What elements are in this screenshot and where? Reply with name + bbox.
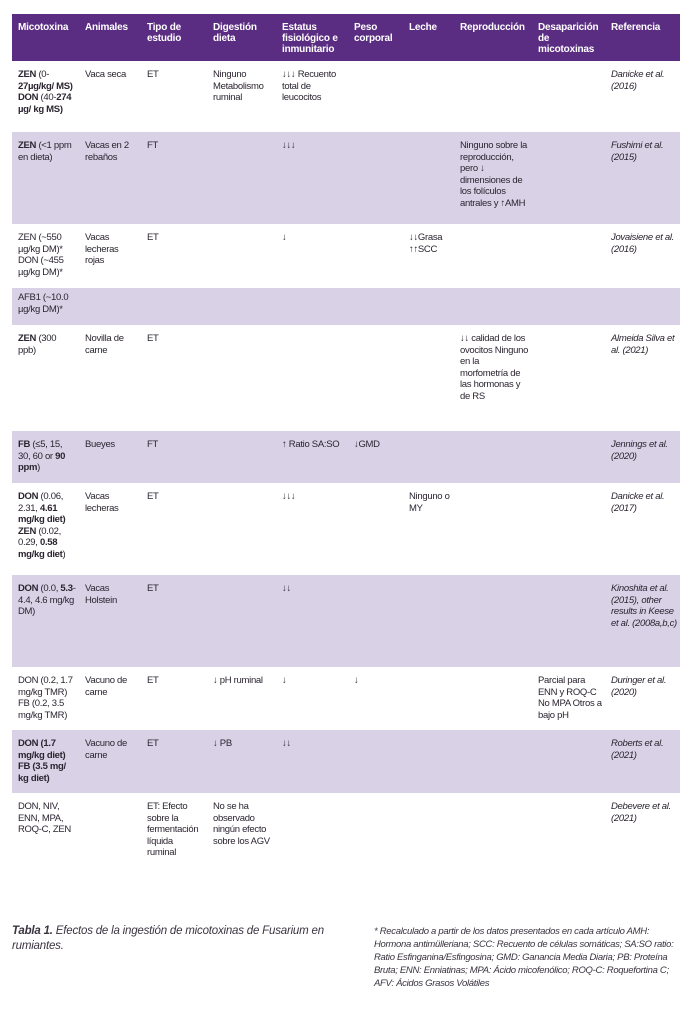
cell-reproduction: [454, 431, 532, 483]
cell-study: ET: [141, 575, 207, 667]
cell-status: ↓: [282, 232, 287, 243]
cell-study: FT: [141, 431, 207, 483]
cell-digestion: [207, 431, 276, 483]
mycotoxin-table-container: [12, 14, 680, 873]
cell-reference: Danicke et al. (2017): [611, 491, 665, 514]
text: -4.4, 4.6 mg/kg DM): [18, 583, 76, 617]
table-footnote: * Recalculado a partir de los datos presentados en cada artículo AMH: Hormona antimülleriana; SCC: Recuento de células somáticas; SA:SO ratio: Ratio Esfinganina/Esfingosina; GMD: Ganancia Media Diaria; PB: Proteína Bruta; ENN: Enniatinas; MPA: Ácido micofenólico; ROQ-C: Roquefortina C; AFV: Ácidos Grasos Volátiles: [374, 926, 674, 989]
cell-reference: Fushimi et al. (2015): [605, 132, 680, 224]
header-study-type: Tipo de estudio: [141, 14, 207, 61]
cell-study: ET: [147, 333, 159, 344]
cell-reference: Almeida Silva et al. (2021): [611, 333, 675, 356]
cell-study: ET: [147, 69, 159, 80]
cell-weight: [348, 730, 403, 793]
cell-milk: [403, 575, 454, 667]
cell-status: [276, 793, 348, 873]
bold-text: 90 ppm: [18, 450, 66, 473]
cell-weight: [348, 575, 403, 667]
cell-study: ET: [147, 232, 159, 243]
table-row: [12, 132, 680, 224]
cell-study: [141, 288, 207, 325]
header-milk: Leche: [403, 14, 454, 61]
cell-disappearance: [532, 224, 605, 288]
cell-reference: Jovaisiene et al. (2016): [611, 232, 675, 255]
cell-mycotoxin: [12, 132, 79, 224]
cell-digestion: [207, 483, 276, 575]
cell-reference: Duringer et al. (2020): [611, 675, 667, 698]
cell-milk: ↓↓Grasa ↑↑SCC: [409, 232, 443, 255]
cell-status: ↓↓↓: [282, 491, 296, 502]
text: (0.06, 2.31,: [18, 491, 64, 514]
table-row: [12, 793, 680, 873]
cell-reproduction: Ninguno sobre la reproducción, pero ↓ dimensiones de los folículos antrales y ↑AMH: [454, 132, 532, 224]
text: (0.0,: [38, 583, 61, 594]
cell-disappearance: [532, 575, 605, 667]
cell-weight: [348, 61, 403, 132]
caption-text: Efectos de la ingestión de micotoxinas de Fusarium en rumiantes.: [12, 925, 324, 952]
cell-weight: [348, 288, 403, 325]
cell-animals: Novilla de carne: [85, 333, 124, 356]
text: (≤5, 15, 30, 60 or: [18, 439, 63, 462]
table-row: [12, 288, 680, 325]
cell-mycotoxin: [12, 431, 79, 483]
header-mycotoxin-disappearance: Desaparición de micotoxinas: [532, 14, 605, 61]
bold-text: 0.58 mg/kg diet: [18, 537, 63, 560]
cell-disappearance: Parcial para ENN y ROQ-C No MPA Otros a bajo pH: [538, 675, 602, 721]
bold-text: ZEN: [18, 333, 37, 344]
cell-weight: [348, 132, 403, 224]
cell-reference: [605, 288, 680, 325]
cell-milk: Ninguno o MY: [409, 491, 450, 514]
cell-reproduction: [454, 793, 532, 873]
cell-milk: [403, 325, 454, 431]
cell-reference: Roberts et al. (2021): [605, 730, 680, 793]
text: ): [37, 462, 41, 473]
header-reference: Referencia: [605, 14, 680, 61]
cell-milk: [403, 730, 454, 793]
cell-animals: Bueyes: [79, 431, 141, 483]
cell-study: ET: [141, 730, 207, 793]
cell-reproduction: [454, 483, 532, 575]
table-row: [12, 61, 680, 132]
text: (0-: [36, 69, 50, 80]
cell-status: ↓↓: [276, 575, 348, 667]
cell-animals: Vacuno de carne: [79, 730, 141, 793]
table-row: [12, 575, 680, 667]
bold-text: 5.3: [60, 583, 73, 594]
mycotoxin-effects-table: [12, 14, 680, 873]
cell-reference: Debevere et al. (2021): [611, 801, 671, 824]
cell-study: ET: [147, 491, 159, 502]
table-row: [12, 483, 680, 575]
cell-mycotoxin: DON (1.7 mg/kg diet) FB (3.5 mg/ kg diet): [12, 730, 79, 793]
bold-text: DON: [18, 92, 39, 103]
bold-text: ZEN: [18, 69, 37, 80]
bold-text: 274: [56, 92, 72, 103]
text: (0.02, 0.29,: [18, 525, 61, 548]
cell-weight: ↓: [354, 675, 359, 686]
cell-digestion: [207, 288, 276, 325]
cell-status: [276, 288, 348, 325]
cell-reproduction: [454, 224, 532, 288]
cell-mycotoxin: ZEN (~550 µg/kg DM)* DON (~455 µg/kg DM)*: [18, 232, 64, 278]
cell-disappearance: [532, 793, 605, 873]
bold-text: DON: [18, 491, 39, 502]
cell-weight: [348, 483, 403, 575]
bold-text: µg/ kg MS): [18, 103, 63, 115]
table-row: [12, 431, 680, 483]
header-animals: Animales: [79, 14, 141, 61]
cell-reproduction: [454, 730, 532, 793]
cell-digestion: [207, 575, 276, 667]
cell-milk: [403, 288, 454, 325]
bold-text: 4.61 mg/kg diet) ZEN: [18, 502, 66, 537]
cell-disappearance: [532, 288, 605, 325]
header-mycotoxin: Micotoxina: [12, 14, 79, 61]
cell-disappearance: [532, 325, 605, 431]
cell-digestion: ↓ PB: [207, 730, 276, 793]
cell-study: FT: [141, 132, 207, 224]
bold-text: µg/kg/ MS): [27, 80, 73, 92]
cell-mycotoxin: [12, 325, 79, 431]
cell-mycotoxin: [12, 61, 79, 132]
table-caption: [12, 924, 332, 954]
table-row: [12, 667, 680, 730]
cell-status: ↓↓: [276, 730, 348, 793]
cell-reproduction: [454, 575, 532, 667]
cell-status: ↓↓↓: [276, 132, 348, 224]
cell-disappearance: [532, 730, 605, 793]
cell-digestion: ↓ pH ruminal: [213, 675, 263, 686]
cell-milk: [403, 667, 454, 730]
cell-weight: ↓GMD: [348, 431, 403, 483]
text: (40-: [38, 92, 57, 103]
cell-digestion: [207, 224, 276, 288]
text: (300 ppb): [18, 333, 57, 356]
header-physiological-status: Estatus fisiológico e inmunitario: [276, 14, 348, 61]
bold-text: ZEN: [18, 140, 37, 151]
cell-milk: [403, 431, 454, 483]
text: ): [62, 548, 66, 560]
cell-status: ↓: [282, 675, 287, 686]
cell-status: [276, 325, 348, 431]
cell-study: ET: Efecto sobre la fermentación líquida ruminal: [147, 801, 199, 858]
cell-disappearance: [532, 132, 605, 224]
cell-digestion: No se ha observado ningún efecto sobre los AGV: [213, 801, 270, 847]
cell-milk: [403, 132, 454, 224]
header-body-weight: Peso corporal: [348, 14, 403, 61]
cell-disappearance: [532, 431, 605, 483]
cell-digestion: Ninguno Metabolismo ruminal: [213, 69, 264, 103]
bold-text: DON: [18, 583, 39, 594]
cell-disappearance: [532, 483, 605, 575]
cell-reference: Kinoshita et al. (2015), other results in Keese et al. (2008a,b,c): [605, 575, 680, 667]
cell-reproduction: ↓↓ calidad de los ovocitos Ninguno en la morfometría de las hormonas y de RS: [460, 333, 529, 402]
header-reproduction: Reproducción: [454, 14, 532, 61]
header-diet-digestion: Digestión dieta: [207, 14, 276, 61]
table-row: [12, 730, 680, 793]
bold-text: FB: [18, 439, 31, 450]
cell-mycotoxin: DON, NIV, ENN, MPA, ROQ-C, ZEN: [18, 801, 71, 835]
cell-status: ↓↓↓ Recuento total de leucocitos: [282, 69, 336, 103]
cell-milk: [403, 61, 454, 132]
cell-animals: Vacas lecheras rojas: [85, 232, 119, 266]
table-header-row: [12, 14, 680, 61]
cell-weight: [348, 224, 403, 288]
cell-reference: Danicke et al. (2016): [611, 69, 665, 92]
cell-animals: Vaca seca: [85, 69, 126, 80]
table-row: [12, 224, 680, 288]
cell-milk: [403, 793, 454, 873]
cell-digestion: [207, 325, 276, 431]
cell-animals: Vacas lecheras: [85, 491, 119, 514]
cell-study: ET: [147, 675, 159, 686]
cell-weight: [348, 793, 403, 873]
cell-reference: Jennings et al. (2020): [605, 431, 680, 483]
cell-animals: Vacuno de carne: [85, 675, 128, 698]
cell-animals: [79, 793, 141, 873]
cell-reproduction: [454, 288, 532, 325]
cell-mycotoxin: [12, 483, 79, 575]
cell-status: ↑ Ratio SA:SO: [276, 431, 348, 483]
cell-reproduction: [454, 667, 532, 730]
cell-mycotoxin: DON (0.2, 1.7 mg/kg TMR) FB (0.2, 3.5 mg/kg TMR): [18, 675, 73, 721]
cell-animals: [79, 288, 141, 325]
bold-text: 27: [18, 80, 28, 92]
cell-disappearance: [532, 61, 605, 132]
cell-animals: Vacas en 2 rebaños: [79, 132, 141, 224]
cell-mycotoxin: AFB1 (~10.0 µg/kg DM)*: [12, 288, 79, 325]
cell-reproduction: [454, 61, 532, 132]
cell-mycotoxin: [12, 575, 79, 667]
table-row: [12, 325, 680, 431]
text: (<1 ppm en dieta): [18, 140, 72, 163]
cell-digestion: [207, 132, 276, 224]
cell-animals: Vacas Holstein: [79, 575, 141, 667]
caption-label: Tabla 1.: [12, 925, 53, 937]
cell-weight: [348, 325, 403, 431]
